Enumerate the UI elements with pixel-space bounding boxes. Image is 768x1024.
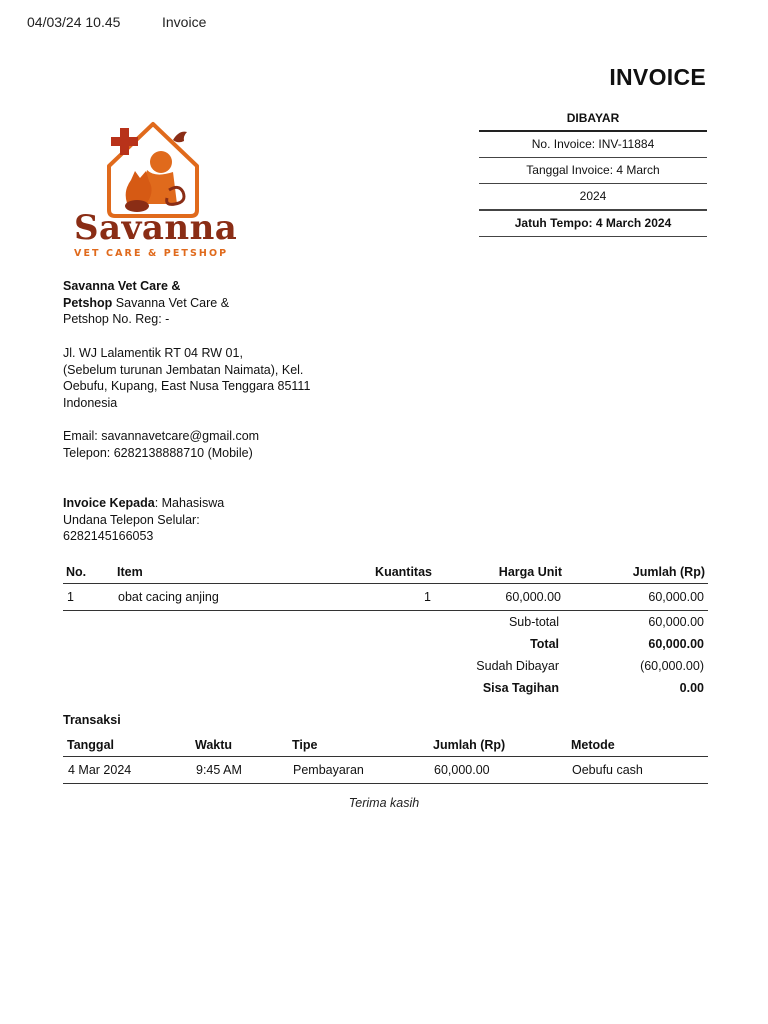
invoice-title: INVOICE	[609, 64, 706, 90]
logo-wordmark: Savanna	[74, 208, 238, 248]
tx-type: Pembayaran	[288, 757, 429, 784]
col-type: Tipe	[288, 734, 429, 757]
address-line: Jl. WJ Lalamentik RT 04 RW 01,	[63, 346, 243, 360]
company-address	[63, 345, 310, 411]
logo-tagline: VET CARE & PETSHOP	[74, 248, 229, 259]
tx-method: Oebufu cash	[567, 757, 708, 784]
table-row	[63, 757, 708, 784]
balance-label: Sisa Tagihan	[482, 681, 559, 695]
tx-time: 9:45 AM	[191, 757, 288, 784]
address-line: (Sebelum turunan Jembatan Naimata), Kel.	[63, 362, 304, 377]
table-row	[63, 584, 708, 611]
company-legal-name: Savanna Vet Care &	[112, 295, 230, 310]
company-email: Email: savannavetcare@gmail.com	[63, 429, 260, 443]
bill-to-name: : Mahasiswa	[154, 496, 225, 510]
item-qty: 1	[369, 584, 435, 611]
item-no: 1	[63, 584, 114, 611]
bill-to	[63, 495, 224, 545]
thank-you-note: Terima kasih	[348, 796, 420, 810]
invoice-date-year: 2024	[479, 183, 707, 210]
col-unit-price: Harga Unit	[435, 561, 565, 584]
address-line: Indonesia	[63, 395, 118, 410]
address-line: Oebufu, Kupang, East Nusa Tenggara 85111	[63, 379, 311, 393]
items-table	[63, 561, 708, 611]
company-phone: Telepon: 6282138888710 (Mobile)	[63, 445, 253, 460]
col-date: Tanggal	[63, 734, 191, 757]
balance-value: 0.00	[679, 681, 704, 695]
invoice-status-box	[479, 108, 707, 237]
col-method: Metode	[567, 734, 708, 757]
paid-value: (60,000.00)	[640, 659, 704, 673]
bill-to-phone: 6282145166053	[63, 529, 154, 543]
tx-date: 4 Mar 2024	[63, 757, 191, 784]
balance-row	[63, 681, 708, 703]
transactions-title: Transaksi	[63, 713, 121, 727]
transactions-table	[63, 734, 708, 784]
bill-to-label: Invoice Kepada	[63, 496, 155, 510]
col-amount: Jumlah (Rp)	[565, 561, 708, 584]
total-row	[63, 637, 708, 659]
item-name: obat cacing anjing	[114, 584, 369, 611]
company-name: Savanna Vet Care &	[63, 279, 181, 293]
col-item: Item	[114, 561, 369, 584]
col-tx-amount: Jumlah (Rp)	[429, 734, 567, 757]
total-label: Total	[530, 637, 559, 651]
invoice-number: No. Invoice: INV-11884	[479, 132, 707, 158]
subtotal-label: Sub-total	[508, 615, 559, 629]
total-value: 60,000.00	[648, 637, 704, 651]
status-badge: DIBAYAR	[479, 108, 707, 132]
tx-amount: 60,000.00	[429, 757, 567, 784]
bill-to-phone-label: Undana Telepon Selular:	[63, 512, 200, 527]
col-time: Waktu	[191, 734, 288, 757]
due-date: Jatuh Tempo: 4 March 2024	[479, 210, 707, 237]
paid-row	[63, 659, 708, 681]
company-info	[63, 278, 229, 328]
paid-label: Sudah Dibayar	[476, 659, 559, 673]
print-datetime: 04/03/24 10.45	[27, 14, 121, 30]
company-contact	[63, 428, 259, 461]
items-header-row	[63, 561, 708, 584]
col-qty: Kuantitas	[369, 561, 435, 584]
totals-section	[63, 614, 708, 703]
transactions-header-row	[63, 734, 708, 757]
company-reg-number: Petshop No. Reg: -	[63, 312, 170, 326]
item-amount: 60,000.00	[565, 584, 708, 611]
col-no: No.	[63, 561, 114, 584]
item-unit-price: 60,000.00	[435, 584, 565, 611]
invoice-date: Tanggal Invoice: 4 March	[526, 163, 660, 177]
subtotal-value: 60,000.00	[648, 615, 704, 629]
print-title: Invoice	[162, 14, 207, 30]
company-name-cont: Petshop	[63, 295, 113, 310]
subtotal-row	[63, 615, 708, 637]
